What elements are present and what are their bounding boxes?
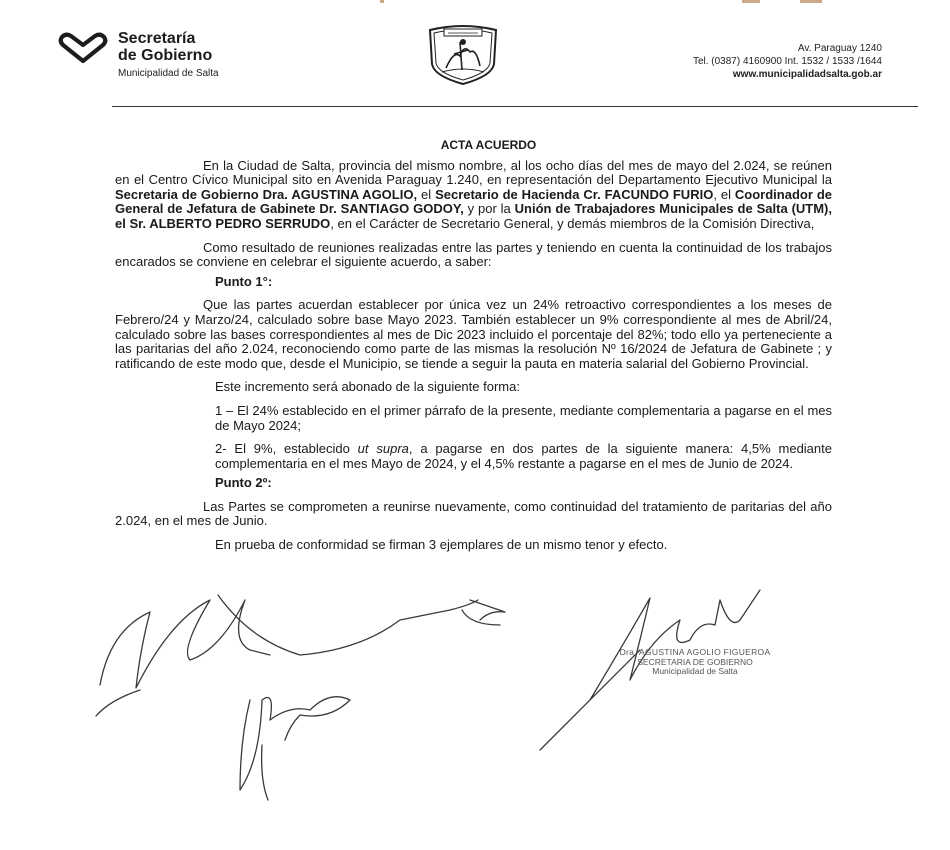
punto-1-heading: Punto 1°:	[215, 273, 273, 289]
intro-text: y por la	[463, 201, 515, 217]
signature-3	[240, 697, 350, 800]
document-body	[115, 138, 832, 553]
scan-mark	[800, 0, 822, 3]
secretaria-logo	[58, 30, 219, 79]
org-name-line1: Secretaría	[118, 30, 196, 47]
paragraph-resultado: Como resultado de reuniones realizadas entre las partes y teniendo en cuenta la continuidad de los trabajos encarados se conviene en celebrar el siguiente acuerdo, a saber:	[115, 239, 832, 270]
paragraph-conformidad: En prueba de conformidad se firman 3 ejemplares de un mismo tenor y efecto.	[215, 537, 668, 553]
website: www.municipalidadsalta.gob.ar	[732, 69, 882, 80]
municipal-seal-icon	[424, 20, 502, 86]
phone: Tel. (0387) 4160900 Int. 1532 / 1533 /1644	[692, 56, 882, 67]
item-2	[115, 442, 832, 471]
paragraph-punto-2: Las Partes se comprometen a reunirse nuevamente, como continuidad del tratamiento de paritarias del año 2.024, en el mes de Junio.	[115, 498, 832, 529]
address: Av. Paraguay 1240	[797, 43, 882, 54]
document-title: ACTA ACUERDO	[440, 138, 537, 152]
signature-1-underline	[96, 690, 140, 716]
header-divider	[112, 106, 918, 107]
scan-mark	[742, 0, 760, 3]
heart-logo-icon	[58, 32, 108, 64]
item-1: 1 – El 24% establecido en el primer párrafo de la presente, mediante complementaria a pagarse en el mes de Mayo 2024;	[215, 402, 832, 433]
intro-bold-utm: Unión de Trabajadores Municipales de Salta (UTM), el Sr. ALBERTO PEDRO SERRUDO	[115, 201, 833, 231]
signature-2	[218, 595, 505, 655]
official-stamp	[610, 648, 780, 677]
paragraph-intro	[115, 159, 832, 232]
intro-text: , en el Carácter de Secretario General, y demás miembros de la Comisión Directiva,	[330, 215, 815, 231]
intro-bold-hacienda: Secretario de Hacienda Cr. FACUNDO FURIO	[435, 186, 714, 202]
signature-1	[100, 600, 270, 688]
intro-text: , el	[713, 186, 735, 202]
intro-text: el	[417, 186, 436, 202]
paragraph-punto-1: Que las partes acuerdan establecer por única vez un 24% retroactivo correspondientes a los meses de Febrero/24 y Marzo/24, calculado sobre base Mayo 2023. También establecer un 9% correspondiente al mes de Abril/24, calculado sobre las bases correspondientes al mes de Dic 2023 incluido el porcentaje del 82%; todo ello ya perteneciente a las paritarias del año 2.024, reconociendo como parte de las mismas la resolución Nº 16/2024 de Jefatura de Gabinete ; y ratificando de este modo que, desde el Municipio, se tiende a seguir la pauta en materia salarial del Gobierno Provincial.	[115, 297, 832, 371]
paragraph-forma: Este incremento será abonado de la siguiente forma:	[215, 379, 520, 395]
intro-text: En la Ciudad de Salta, provincia del mismo nombre, al los ocho días del mes de mayo del 2.024, se reúnen en el Centro Cívico Municipal sito en Avenida Paraguay 1.240, en representación del Departamento Ejecutivo Municipal la	[115, 157, 832, 188]
contact-info	[693, 42, 882, 81]
item-2-italic: ut supra	[357, 441, 409, 457]
intro-bold-coordinador: Coordinador de General de Jefatura de Gabinete Dr. SANTIAGO GODOY,	[115, 186, 832, 217]
stamp-line3: Municipalidad de Salta	[652, 666, 738, 676]
intro-bold-secretaria: Secretaria de Gobierno Dra. AGUSTINA AGOLIO,	[115, 186, 418, 202]
scan-mark	[380, 0, 384, 3]
stamp-line2: SECRETARIA DE GOBIERNO	[637, 656, 753, 667]
org-subtitle: Municipalidad de Salta	[118, 68, 219, 79]
item-2-text: 2- El 9%, establecido	[215, 441, 358, 457]
punto-2-heading: Punto 2º:	[215, 475, 272, 491]
org-name-line2: de Gobierno	[118, 47, 213, 64]
stamp-line1: Dra. AGUSTINA AGOLIO FIGUEROA	[619, 647, 771, 657]
item-2-text: , a pagarse en dos partes de la siguiente manera: 4,5% mediante complementaria en el mes Mayo de 2024, y el 4,5% restante a pagarse en el mes de Junio de 2024.	[215, 441, 832, 471]
